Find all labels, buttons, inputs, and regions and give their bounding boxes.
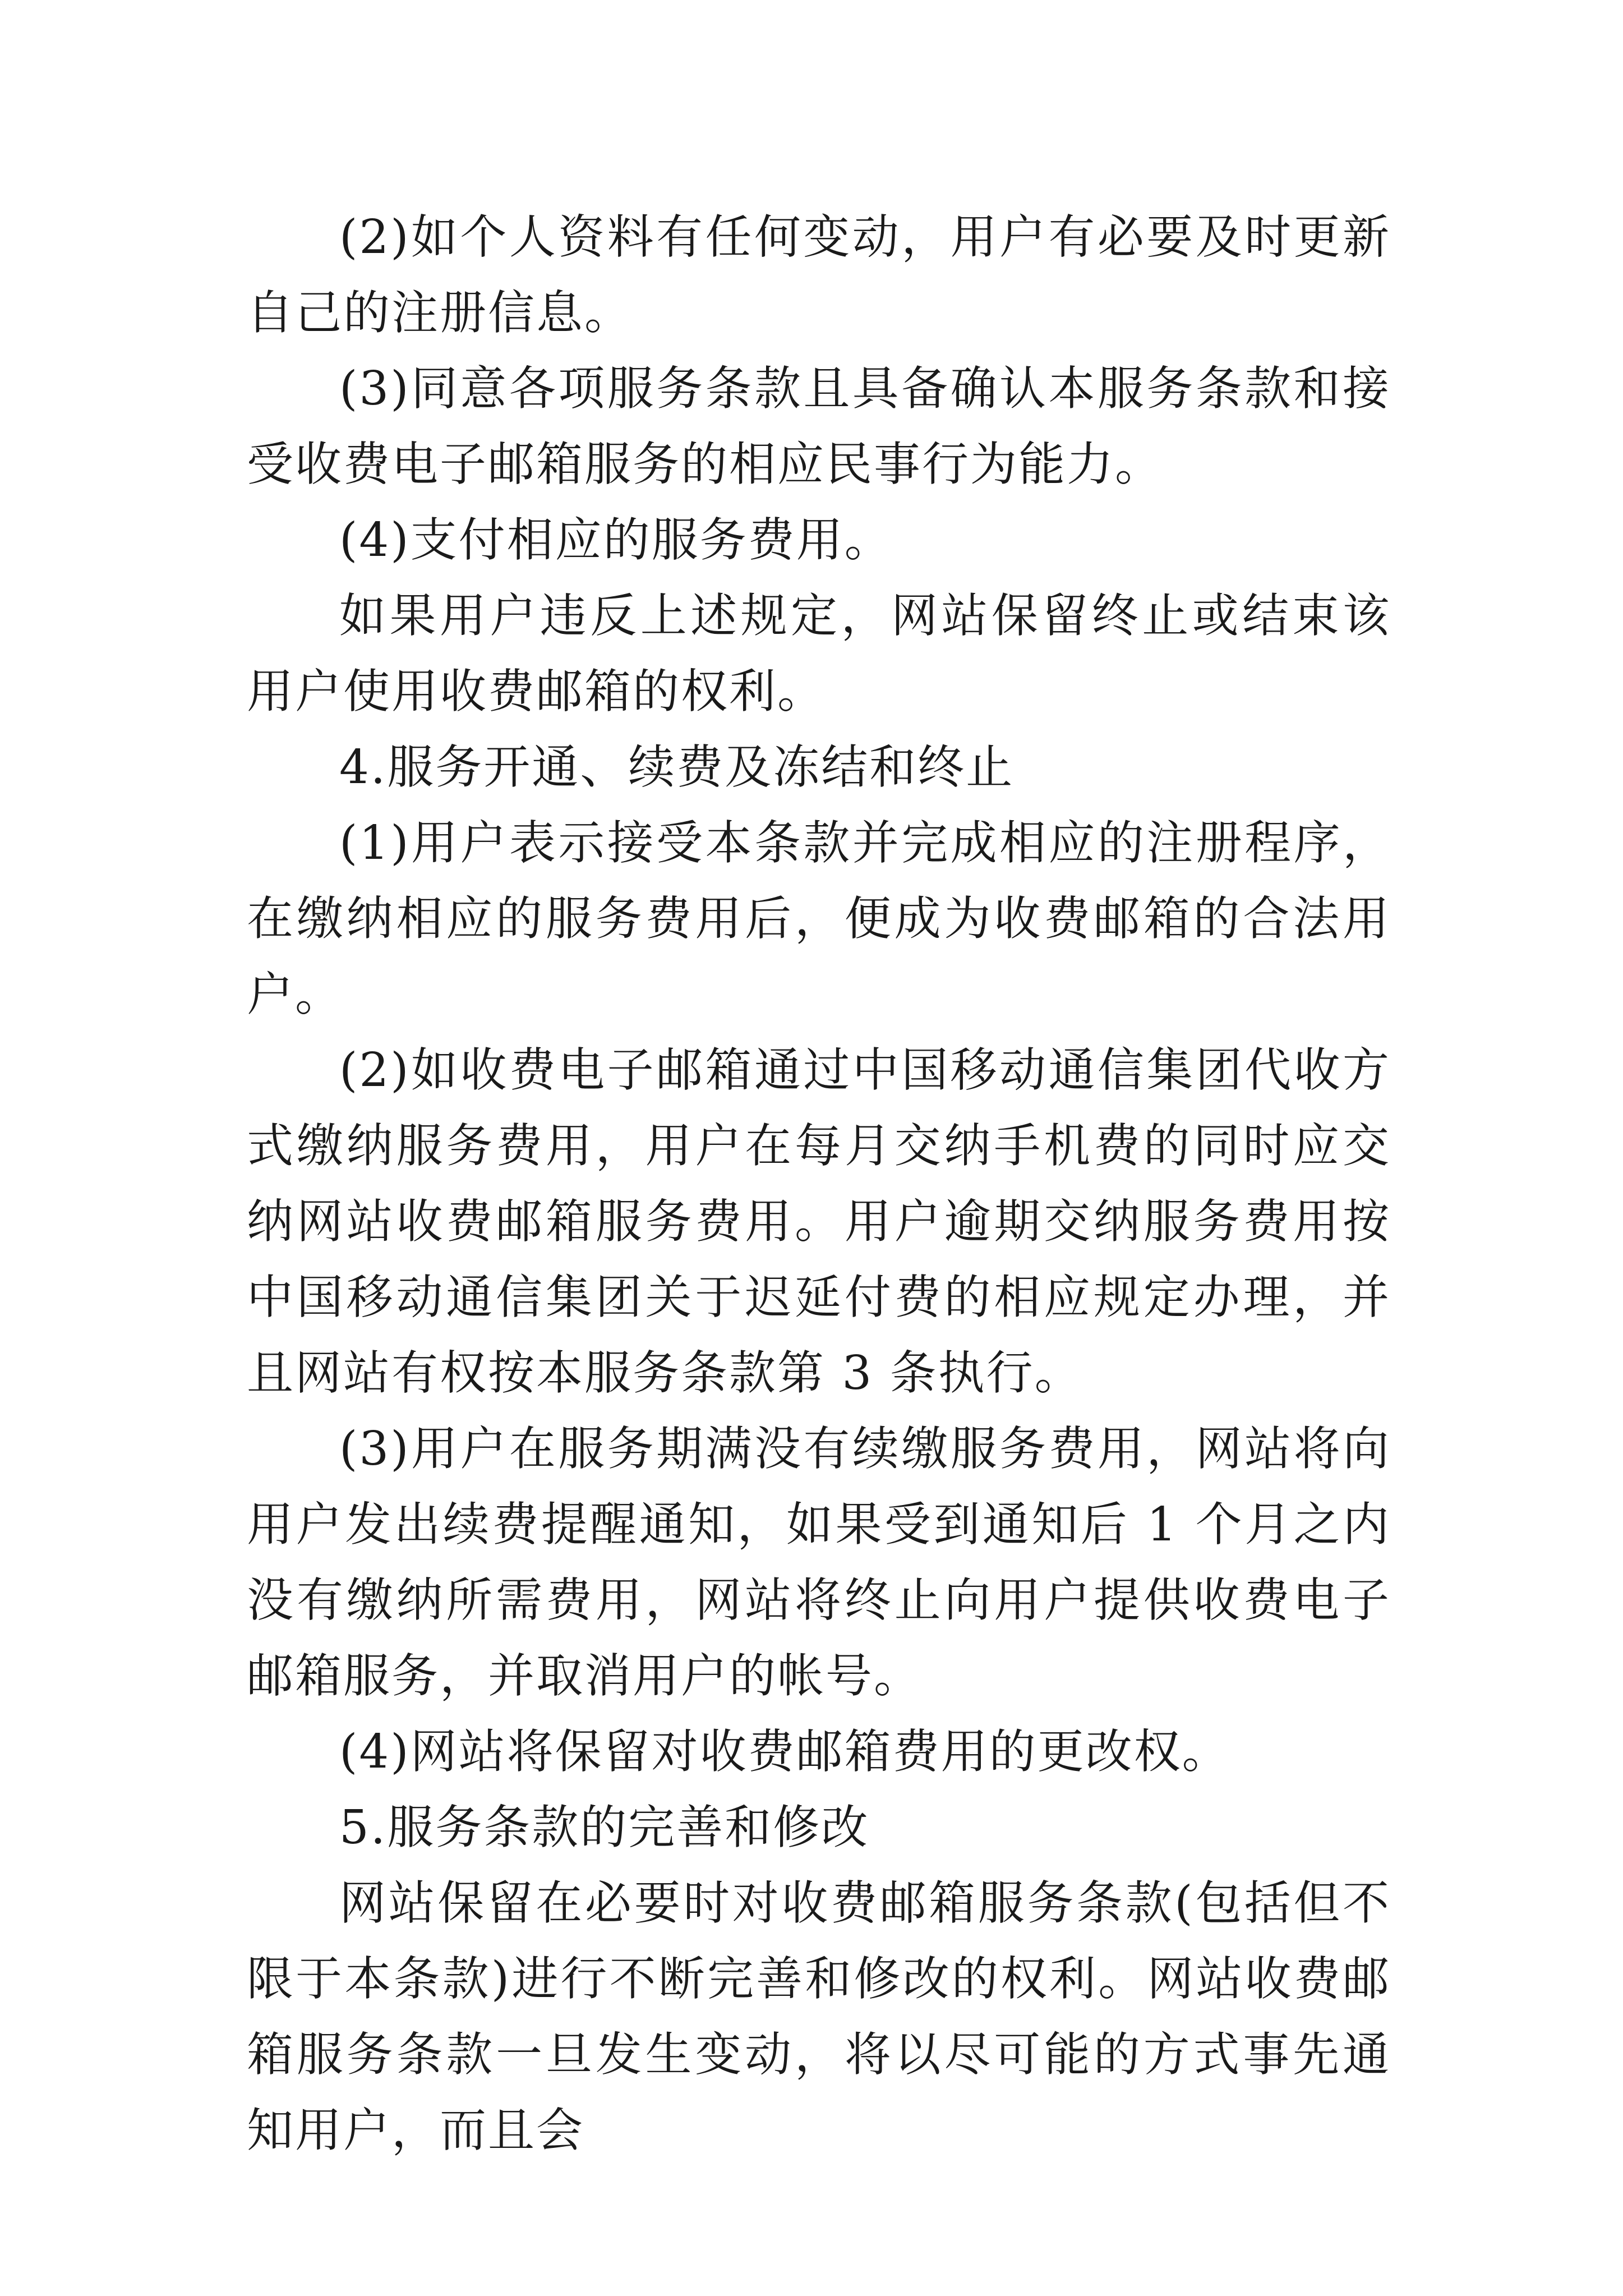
section-heading-4: 4.服务开通、续费及冻结和终止 <box>339 740 1015 794</box>
paragraph-china-mobile-billing: (2)如收费电子邮箱通过中国移动通信集团代收方式缴纳服务费用，用户在每月交纳手机费的同时应交纳网站收费邮箱服务费用。用户逾期交纳服务费用按中国移动通信集团关于迟延付费的相应规定办理，并且网站有权按本服务条款第 3 条执行。 <box>247 1043 1391 1400</box>
section-heading-5: 5.服务条款的完善和修改 <box>339 1800 870 1855</box>
paragraph-renewal-reminder: (3)用户在服务期满没有续缴服务费用，网站将向用户发出续费提醒通知，如果受到通知后 1 个月之内没有缴纳所需费用，网站将终止向用户提供收费电子邮箱服务，并取消用户的帐号。 <box>247 1421 1391 1703</box>
paragraph-update-info: (2)如个人资料有任何变动，用户有必要及时更新自己的注册信息。 <box>247 210 1391 340</box>
document-body <box>247 199 1391 2168</box>
paragraph-agree-terms: (3)同意各项服务条款且具备确认本服务条款和接受收费电子邮箱服务的相应民事行为能力。 <box>247 361 1391 491</box>
paragraph-pay-fees: (4)支付相应的服务费用。 <box>339 513 893 567</box>
paragraph-terms-modification: 网站保留在必要时对收费邮箱服务条款(包括但不限于本条款)进行不断完善和修改的权利。网站收费邮箱服务条款一旦发生变动，将以尽可能的方式事先通知用户，而且会 <box>247 1876 1391 2157</box>
paragraph-activation: (1)用户表示接受本条款并完成相应的注册程序，在缴纳相应的服务费用后，便成为收费邮箱的合法用户。 <box>247 816 1391 1022</box>
paragraph-fee-change-right: (4)网站将保留对收费邮箱费用的更改权。 <box>339 1724 1230 1779</box>
paragraph-violation: 如果用户违反上述规定，网站保留终止或结束该用户使用收费邮箱的权利。 <box>247 588 1391 719</box>
